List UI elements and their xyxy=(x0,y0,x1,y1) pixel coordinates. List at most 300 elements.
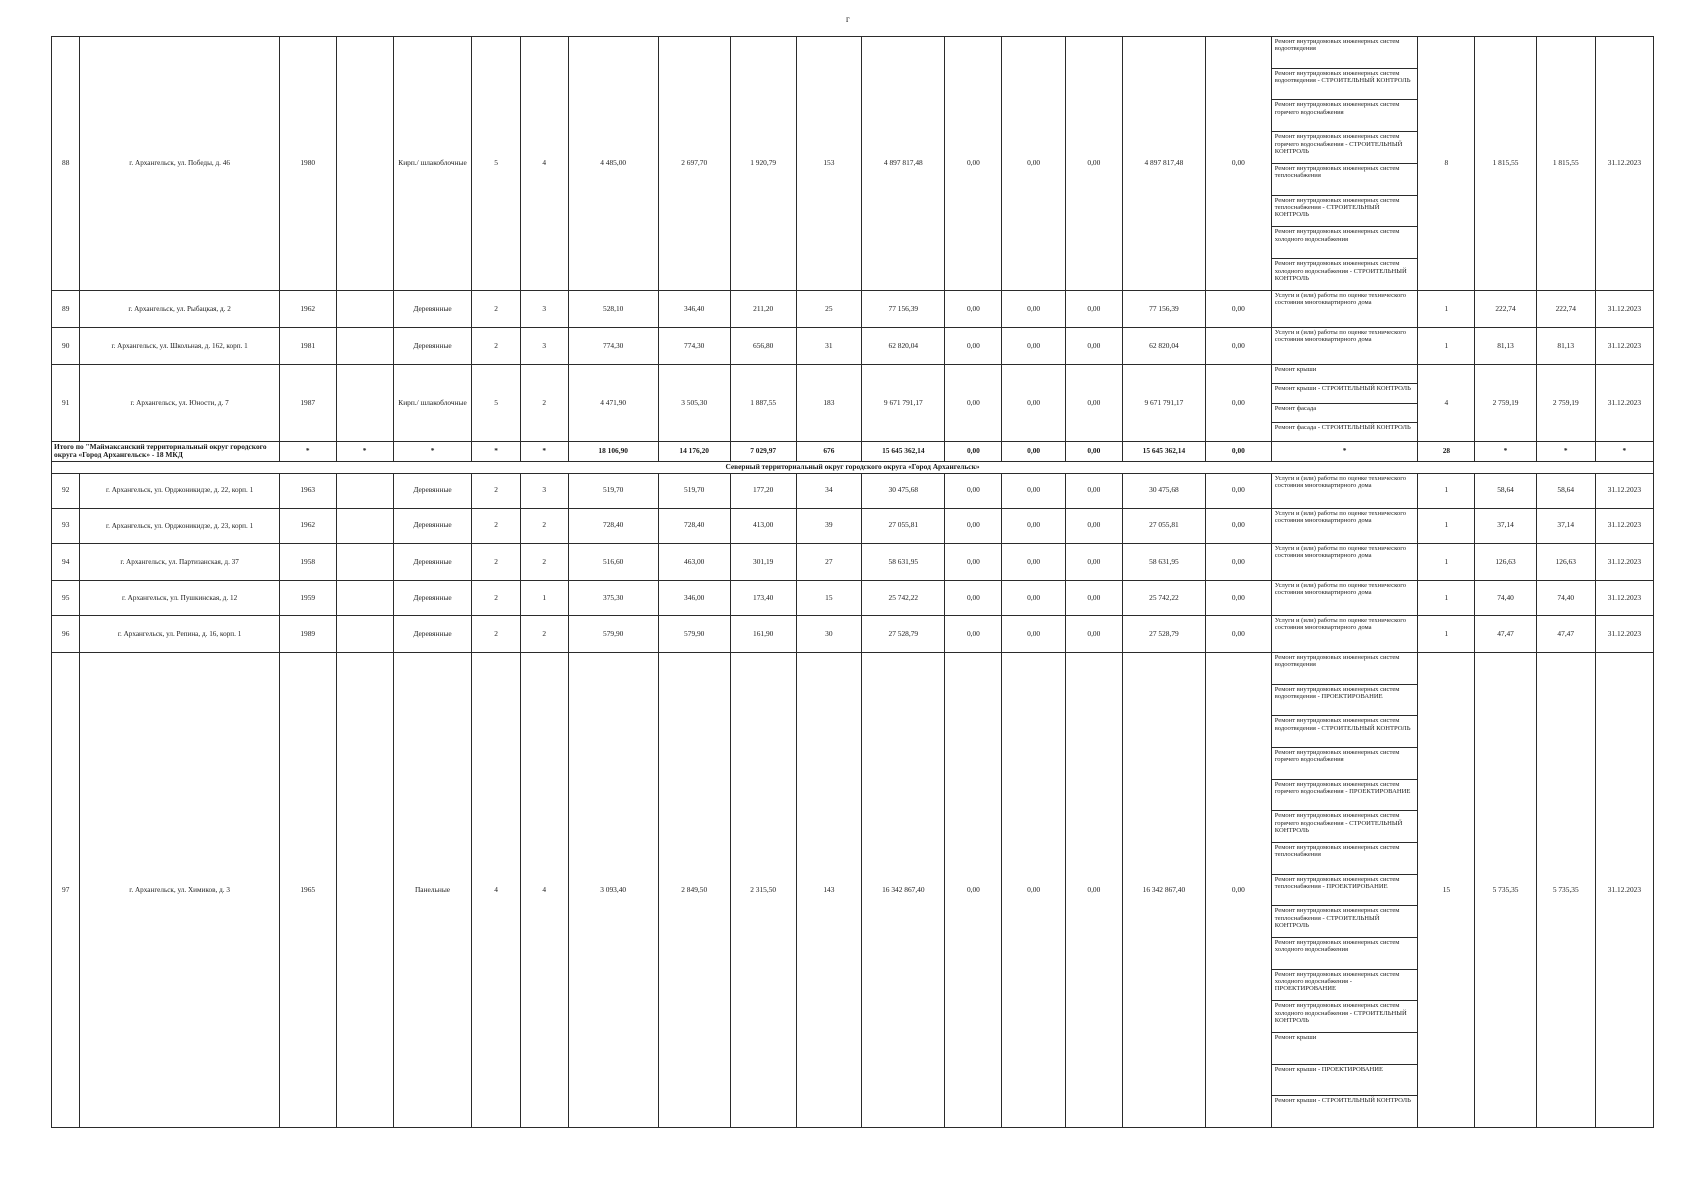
work-item: Услуги и (или) работы по оценке технического состояния многоквартирного дома xyxy=(1274,509,1407,525)
cost-total-cell: 16 342 867,40 xyxy=(862,653,945,1128)
residents-cell: 27 xyxy=(796,543,862,580)
work-item: Ремонт крыши - ПРОЕКТИРОВАНИЕ xyxy=(1272,1065,1418,1097)
area-total-cell: 579,90 xyxy=(568,615,658,652)
work-item: Ремонт внутридомовых инженерных систем холодного водоснабжения xyxy=(1272,938,1418,970)
total-works-count: 28 xyxy=(1418,441,1475,461)
total-mark: * xyxy=(1475,441,1536,461)
cost-total-cell: 30 475,68 xyxy=(862,473,945,508)
area-living-cell: 346,40 xyxy=(658,290,730,327)
build-year-cell: 1959 xyxy=(279,580,336,615)
address-cell: г. Архангельск, ул. Пушкинская, д. 12 xyxy=(80,580,279,615)
max-unit-cost-cell: 74,40 xyxy=(1536,580,1595,615)
works-list xyxy=(1272,37,1418,290)
work-item: Услуги и (или) работы по оценке технического состояния многоквартирного дома xyxy=(1274,329,1407,344)
fund-federal-cell: 0,00 xyxy=(945,290,1002,327)
works-list-cell xyxy=(1271,290,1418,327)
table-body-top xyxy=(52,37,1654,442)
area-residential-cell: 2 315,50 xyxy=(730,653,796,1128)
work-item: Услуги и (или) работы по оценке технического состояния многоквартирного дома xyxy=(1274,474,1407,489)
area-residential-cell: 1 887,55 xyxy=(730,365,796,442)
work-item: Ремонт внутридомовых инженерных систем водоотведения - СТРОИТЕЛЬНЫЙ КОНТРОЛЬ xyxy=(1272,69,1418,101)
total-area-total: 18 106,90 xyxy=(568,441,658,461)
fund-federal-cell: 0,00 xyxy=(945,653,1002,1128)
fund-other-cell: 0,00 xyxy=(1206,37,1272,291)
total-mark: * xyxy=(393,441,472,461)
fund-regional-cell: 0,00 xyxy=(1002,615,1066,652)
total-residents: 676 xyxy=(796,441,862,461)
fund-owners-cell: 62 820,04 xyxy=(1122,328,1205,365)
fund-federal-cell: 0,00 xyxy=(945,615,1002,652)
year-extra-cell xyxy=(336,580,393,615)
works-list-cell xyxy=(1271,508,1418,543)
work-item: Ремонт крыши xyxy=(1272,1033,1418,1065)
work-item: Ремонт внутридомовых инженерных систем горячего водоснабжения - СТРОИТЕЛЬНЫЙ КОНТРОЛЬ xyxy=(1272,811,1418,843)
cost-total-cell: 4 897 817,48 xyxy=(862,37,945,291)
area-total-cell: 516,60 xyxy=(568,543,658,580)
total-row xyxy=(52,441,1654,461)
fund-regional-cell: 0,00 xyxy=(1002,365,1066,442)
address-cell: г. Архангельск, ул. Орджоникидзе, д. 22, корп. 1 xyxy=(80,473,279,508)
wall-material-cell: Деревянные xyxy=(393,328,472,365)
work-item: Ремонт внутридомовых инженерных систем теплоснабжения - СТРОИТЕЛЬНЫЙ КОНТРОЛЬ xyxy=(1272,906,1418,938)
work-item: Ремонт внутридомовых инженерных систем теплоснабжения xyxy=(1272,843,1418,875)
area-total-cell: 774,30 xyxy=(568,328,658,365)
residents-cell: 143 xyxy=(796,653,862,1128)
max-unit-cost-cell: 81,13 xyxy=(1536,328,1595,365)
area-living-cell: 346,00 xyxy=(658,580,730,615)
area-total-cell: 375,30 xyxy=(568,580,658,615)
work-item: Ремонт крыши xyxy=(1272,365,1418,384)
works-list-cell xyxy=(1271,615,1418,652)
residents-cell: 153 xyxy=(796,37,862,291)
works-list-cell xyxy=(1271,580,1418,615)
entrances-cell: 1 xyxy=(520,580,568,615)
works-list-cell xyxy=(1271,543,1418,580)
area-total-cell: 4 485,00 xyxy=(568,37,658,291)
address-cell: г. Архангельск, ул. Юности, д. 7 xyxy=(80,365,279,442)
work-item: Ремонт фасада - СТРОИТЕЛЬНЫЙ КОНТРОЛЬ xyxy=(1274,423,1411,431)
table-row xyxy=(52,508,1654,543)
fund-municipal-cell: 0,00 xyxy=(1065,653,1122,1128)
entrances-cell: 3 xyxy=(520,290,568,327)
area-living-cell: 579,90 xyxy=(658,615,730,652)
fund-municipal-cell: 0,00 xyxy=(1065,328,1122,365)
year-extra-cell xyxy=(336,473,393,508)
floors-cell: 4 xyxy=(472,653,520,1128)
works-count-cell: 1 xyxy=(1418,290,1475,327)
area-total-cell: 4 471,90 xyxy=(568,365,658,442)
work-item: Ремонт внутридомовых инженерных систем водоотведения xyxy=(1272,37,1418,69)
total-fund-other: 0,00 xyxy=(1206,441,1272,461)
total-mark: * xyxy=(1595,441,1653,461)
works-list-cell xyxy=(1271,328,1418,365)
table-row xyxy=(52,580,1654,615)
area-total-cell: 728,40 xyxy=(568,508,658,543)
work-item: Услуги и (или) работы по оценке технического состояния многоквартирного дома xyxy=(1274,581,1407,597)
row-number-cell: 93 xyxy=(52,508,80,543)
works-list xyxy=(1272,616,1418,652)
build-year-cell: 1963 xyxy=(279,473,336,508)
work-item: Ремонт внутридомовых инженерных систем водоотведения - СТРОИТЕЛЬНЫЙ КОНТРОЛЬ xyxy=(1272,716,1418,748)
work-item: Ремонт крыши - СТРОИТЕЛЬНЫЙ КОНТРОЛЬ xyxy=(1274,1097,1411,1105)
fund-other-cell: 0,00 xyxy=(1206,365,1272,442)
works-list xyxy=(1272,653,1418,1127)
work-item: Ремонт фасада xyxy=(1272,404,1418,423)
fund-municipal-cell: 0,00 xyxy=(1065,508,1122,543)
work-item: Ремонт внутридомовых инженерных систем водоотведения - ПРОЕКТИРОВАНИЕ xyxy=(1272,685,1418,717)
section-title: Северный территориальный округ городского округа «Город Архангельск» xyxy=(52,461,1654,473)
area-residential-cell: 1 920,79 xyxy=(730,37,796,291)
max-unit-cost-cell: 2 759,19 xyxy=(1536,365,1595,442)
entrances-cell: 4 xyxy=(520,37,568,291)
address-cell: г. Архангельск, ул. Орджоникидзе, д. 23, корп. 1 xyxy=(80,508,279,543)
fund-owners-cell: 27 528,79 xyxy=(1122,615,1205,652)
section-row xyxy=(52,461,1654,473)
deadline-cell: 31.12.2023 xyxy=(1595,328,1653,365)
area-living-cell: 519,70 xyxy=(658,473,730,508)
fund-municipal-cell: 0,00 xyxy=(1065,615,1122,652)
entrances-cell: 3 xyxy=(520,473,568,508)
total-mark: * xyxy=(1536,441,1595,461)
total-fund-owners: 15 645 362,14 xyxy=(1122,441,1205,461)
floors-cell: 2 xyxy=(472,543,520,580)
wall-material-cell: Деревянные xyxy=(393,290,472,327)
residents-cell: 31 xyxy=(796,328,862,365)
fund-owners-cell: 25 742,22 xyxy=(1122,580,1205,615)
area-residential-cell: 413,00 xyxy=(730,508,796,543)
deadline-cell: 31.12.2023 xyxy=(1595,37,1653,291)
work-item: Услуги и (или) работы по оценке технического состояния многоквартирного дома xyxy=(1274,544,1407,560)
area-total-cell: 3 093,40 xyxy=(568,653,658,1128)
works-count-cell: 1 xyxy=(1418,508,1475,543)
unit-cost-cell: 81,13 xyxy=(1475,328,1536,365)
work-item: Услуги и (или) работы по оценке технического состояния многоквартирного дома xyxy=(1274,291,1407,307)
fund-federal-cell: 0,00 xyxy=(945,508,1002,543)
fund-federal-cell: 0,00 xyxy=(945,37,1002,291)
fund-municipal-cell: 0,00 xyxy=(1065,290,1122,327)
area-living-cell: 2 849,50 xyxy=(658,653,730,1128)
total-mark: * xyxy=(279,441,336,461)
entrances-cell: 2 xyxy=(520,365,568,442)
max-unit-cost-cell: 47,47 xyxy=(1536,615,1595,652)
wall-material-cell: Кирп./ шлакоблочные xyxy=(393,37,472,291)
row-number-cell: 94 xyxy=(52,543,80,580)
fund-regional-cell: 0,00 xyxy=(1002,328,1066,365)
address-cell: г. Архангельск, ул. Победы, д. 46 xyxy=(80,37,279,291)
fund-federal-cell: 0,00 xyxy=(945,473,1002,508)
floors-cell: 2 xyxy=(472,580,520,615)
total-mark: * xyxy=(520,441,568,461)
row-number-cell: 92 xyxy=(52,473,80,508)
fund-regional-cell: 0,00 xyxy=(1002,290,1066,327)
row-number-cell: 96 xyxy=(52,615,80,652)
fund-federal-cell: 0,00 xyxy=(945,543,1002,580)
fund-owners-cell: 30 475,68 xyxy=(1122,473,1205,508)
max-unit-cost-cell: 37,14 xyxy=(1536,508,1595,543)
work-item: Ремонт внутридомовых инженерных систем теплоснабжения - ПРОЕКТИРОВАНИЕ xyxy=(1272,875,1418,907)
works-list xyxy=(1272,328,1418,364)
deadline-cell: 31.12.2023 xyxy=(1595,543,1653,580)
fund-regional-cell: 0,00 xyxy=(1002,543,1066,580)
table-row xyxy=(52,653,1654,1128)
address-cell: г. Архангельск, ул. Репина, д. 16, корп. 1 xyxy=(80,615,279,652)
fund-federal-cell: 0,00 xyxy=(945,328,1002,365)
cost-total-cell: 27 528,79 xyxy=(862,615,945,652)
fund-municipal-cell: 0,00 xyxy=(1065,37,1122,291)
wall-material-cell: Деревянные xyxy=(393,543,472,580)
fund-other-cell: 0,00 xyxy=(1206,543,1272,580)
work-item: Ремонт внутридомовых инженерных систем горячего водоснабжения - ПРОЕКТИРОВАНИЕ xyxy=(1272,780,1418,812)
works-list xyxy=(1272,365,1418,441)
deadline-cell: 31.12.2023 xyxy=(1595,615,1653,652)
fund-other-cell: 0,00 xyxy=(1206,615,1272,652)
year-extra-cell xyxy=(336,365,393,442)
cost-total-cell: 27 055,81 xyxy=(862,508,945,543)
wall-material-cell: Деревянные xyxy=(393,615,472,652)
address-cell: г. Архангельск, ул. Партизанская, д. 37 xyxy=(80,543,279,580)
total-fund-mun: 0,00 xyxy=(1065,441,1122,461)
fund-owners-cell: 27 055,81 xyxy=(1122,508,1205,543)
address-cell: г. Архангельск, ул. Рыбацкая, д. 2 xyxy=(80,290,279,327)
works-count-cell: 1 xyxy=(1418,580,1475,615)
row-number-cell: 88 xyxy=(52,37,80,291)
total-label: Итого по "Маймаксанский территориальный округ городского округа «Город Архангельск» - 18 МКД xyxy=(52,441,280,461)
fund-other-cell: 0,00 xyxy=(1206,653,1272,1128)
table-row xyxy=(52,543,1654,580)
row-number-cell: 97 xyxy=(52,653,80,1128)
table-body-total xyxy=(52,441,1654,473)
build-year-cell: 1980 xyxy=(279,37,336,291)
cost-total-cell: 62 820,04 xyxy=(862,328,945,365)
total-mark: * xyxy=(336,441,393,461)
works-list xyxy=(1272,291,1418,327)
fund-other-cell: 0,00 xyxy=(1206,290,1272,327)
unit-cost-cell: 74,40 xyxy=(1475,580,1536,615)
build-year-cell: 1962 xyxy=(279,508,336,543)
unit-cost-cell: 5 735,35 xyxy=(1475,653,1536,1128)
year-extra-cell xyxy=(336,37,393,291)
fund-owners-cell: 16 342 867,40 xyxy=(1122,653,1205,1128)
area-living-cell: 3 505,30 xyxy=(658,365,730,442)
year-extra-cell xyxy=(336,508,393,543)
cost-total-cell: 9 671 791,17 xyxy=(862,365,945,442)
works-list xyxy=(1272,581,1418,615)
floors-cell: 2 xyxy=(472,615,520,652)
fund-owners-cell: 58 631,95 xyxy=(1122,543,1205,580)
table-row xyxy=(52,328,1654,365)
works-list xyxy=(1272,509,1418,543)
work-item: Ремонт внутридомовых инженерных систем горячего водоснабжения - СТРОИТЕЛЬНЫЙ КОНТРОЛЬ xyxy=(1272,132,1418,164)
works-count-cell: 4 xyxy=(1418,365,1475,442)
row-number-cell: 91 xyxy=(52,365,80,442)
build-year-cell: 1981 xyxy=(279,328,336,365)
fund-other-cell: 0,00 xyxy=(1206,580,1272,615)
max-unit-cost-cell: 58,64 xyxy=(1536,473,1595,508)
fund-regional-cell: 0,00 xyxy=(1002,37,1066,291)
area-residential-cell: 211,20 xyxy=(730,290,796,327)
unit-cost-cell: 58,64 xyxy=(1475,473,1536,508)
deadline-cell: 31.12.2023 xyxy=(1595,290,1653,327)
work-item: Ремонт внутридомовых инженерных систем холодного водоснабжения - СТРОИТЕЛЬНЫЙ КОНТРОЛЬ xyxy=(1274,260,1407,282)
max-unit-cost-cell: 1 815,55 xyxy=(1536,37,1595,291)
area-living-cell: 728,40 xyxy=(658,508,730,543)
work-item: Ремонт внутридомовых инженерных систем холодного водоснабжения - ПРОЕКТИРОВАНИЕ xyxy=(1272,970,1418,1002)
page-mark: г xyxy=(846,14,850,24)
unit-cost-cell: 37,14 xyxy=(1475,508,1536,543)
build-year-cell: 1958 xyxy=(279,543,336,580)
area-residential-cell: 177,20 xyxy=(730,473,796,508)
build-year-cell: 1989 xyxy=(279,615,336,652)
area-total-cell: 528,10 xyxy=(568,290,658,327)
unit-cost-cell: 2 759,19 xyxy=(1475,365,1536,442)
max-unit-cost-cell: 222,74 xyxy=(1536,290,1595,327)
total-area-living: 14 176,20 xyxy=(658,441,730,461)
unit-cost-cell: 1 815,55 xyxy=(1475,37,1536,291)
fund-federal-cell: 0,00 xyxy=(945,580,1002,615)
works-list xyxy=(1272,544,1418,580)
repair-program-table xyxy=(51,36,1654,1128)
area-residential-cell: 301,19 xyxy=(730,543,796,580)
deadline-cell: 31.12.2023 xyxy=(1595,473,1653,508)
wall-material-cell: Панельные xyxy=(393,653,472,1128)
wall-material-cell: Кирп./ шлакоблочные xyxy=(393,365,472,442)
fund-other-cell: 0,00 xyxy=(1206,508,1272,543)
fund-municipal-cell: 0,00 xyxy=(1065,365,1122,442)
residents-cell: 183 xyxy=(796,365,862,442)
total-mark: * xyxy=(472,441,520,461)
unit-cost-cell: 47,47 xyxy=(1475,615,1536,652)
work-item: Ремонт внутридомовых инженерных систем теплоснабжения - СТРОИТЕЛЬНЫЙ КОНТРОЛЬ xyxy=(1272,196,1418,228)
work-item: Услуги и (или) работы по оценке технического состояния многоквартирного дома xyxy=(1274,616,1407,632)
table-row xyxy=(52,37,1654,291)
deadline-cell: 31.12.2023 xyxy=(1595,365,1653,442)
fund-other-cell: 0,00 xyxy=(1206,328,1272,365)
entrances-cell: 2 xyxy=(520,615,568,652)
max-unit-cost-cell: 5 735,35 xyxy=(1536,653,1595,1128)
floors-cell: 2 xyxy=(472,508,520,543)
floors-cell: 5 xyxy=(472,365,520,442)
entrances-cell: 2 xyxy=(520,508,568,543)
build-year-cell: 1987 xyxy=(279,365,336,442)
wall-material-cell: Деревянные xyxy=(393,473,472,508)
year-extra-cell xyxy=(336,290,393,327)
table-body-bottom xyxy=(52,473,1654,1127)
residents-cell: 25 xyxy=(796,290,862,327)
residents-cell: 34 xyxy=(796,473,862,508)
fund-federal-cell: 0,00 xyxy=(945,365,1002,442)
deadline-cell: 31.12.2023 xyxy=(1595,580,1653,615)
area-living-cell: 774,30 xyxy=(658,328,730,365)
area-residential-cell: 161,90 xyxy=(730,615,796,652)
total-cost: 15 645 362,14 xyxy=(862,441,945,461)
cost-total-cell: 25 742,22 xyxy=(862,580,945,615)
fund-regional-cell: 0,00 xyxy=(1002,508,1066,543)
works-list-cell xyxy=(1271,365,1418,442)
work-item: Ремонт внутридомовых инженерных систем теплоснабжения xyxy=(1272,164,1418,196)
unit-cost-cell: 222,74 xyxy=(1475,290,1536,327)
works-list-cell xyxy=(1271,653,1418,1128)
year-extra-cell xyxy=(336,653,393,1128)
fund-regional-cell: 0,00 xyxy=(1002,580,1066,615)
fund-owners-cell: 9 671 791,17 xyxy=(1122,365,1205,442)
table-row xyxy=(52,473,1654,508)
address-cell: г. Архангельск, ул. Школьная, д. 162, корп. 1 xyxy=(80,328,279,365)
works-count-cell: 1 xyxy=(1418,543,1475,580)
entrances-cell: 3 xyxy=(520,328,568,365)
max-unit-cost-cell: 126,63 xyxy=(1536,543,1595,580)
work-item: Ремонт внутридомовых инженерных систем горячего водоснабжения xyxy=(1272,748,1418,780)
build-year-cell: 1962 xyxy=(279,290,336,327)
area-total-cell: 519,70 xyxy=(568,473,658,508)
area-residential-cell: 656,80 xyxy=(730,328,796,365)
fund-municipal-cell: 0,00 xyxy=(1065,580,1122,615)
cost-total-cell: 77 156,39 xyxy=(862,290,945,327)
floors-cell: 2 xyxy=(472,328,520,365)
floors-cell: 2 xyxy=(472,473,520,508)
unit-cost-cell: 126,63 xyxy=(1475,543,1536,580)
year-extra-cell xyxy=(336,328,393,365)
area-residential-cell: 173,40 xyxy=(730,580,796,615)
works-count-cell: 1 xyxy=(1418,615,1475,652)
fund-municipal-cell: 0,00 xyxy=(1065,473,1122,508)
floors-cell: 5 xyxy=(472,37,520,291)
fund-owners-cell: 4 897 817,48 xyxy=(1122,37,1205,291)
year-extra-cell xyxy=(336,615,393,652)
residents-cell: 30 xyxy=(796,615,862,652)
work-item: Ремонт внутридомовых инженерных систем водоотведения xyxy=(1272,653,1418,685)
entrances-cell: 2 xyxy=(520,543,568,580)
wall-material-cell: Деревянные xyxy=(393,580,472,615)
deadline-cell: 31.12.2023 xyxy=(1595,508,1653,543)
total-area-res: 7 029,97 xyxy=(730,441,796,461)
address-cell: г. Архангельск, ул. Химиков, д. 3 xyxy=(80,653,279,1128)
total-fund-fed: 0,00 xyxy=(945,441,1002,461)
wall-material-cell: Деревянные xyxy=(393,508,472,543)
work-item: Ремонт внутридомовых инженерных систем горячего водоснабжения xyxy=(1272,100,1418,132)
works-count-cell: 1 xyxy=(1418,328,1475,365)
fund-regional-cell: 0,00 xyxy=(1002,473,1066,508)
row-number-cell: 95 xyxy=(52,580,80,615)
works-list xyxy=(1272,474,1418,508)
area-living-cell: 2 697,70 xyxy=(658,37,730,291)
year-extra-cell xyxy=(336,543,393,580)
residents-cell: 15 xyxy=(796,580,862,615)
works-count-cell: 15 xyxy=(1418,653,1475,1128)
work-item: Ремонт внутридомовых инженерных систем холодного водоснабжения - СТРОИТЕЛЬНЫЙ КОНТРОЛЬ xyxy=(1272,1001,1418,1033)
table-row xyxy=(52,615,1654,652)
entrances-cell: 4 xyxy=(520,653,568,1128)
deadline-cell: 31.12.2023 xyxy=(1595,653,1653,1128)
area-living-cell: 463,00 xyxy=(658,543,730,580)
works-count-cell: 1 xyxy=(1418,473,1475,508)
table-row xyxy=(52,290,1654,327)
table-row xyxy=(52,365,1654,442)
works-count-cell: 8 xyxy=(1418,37,1475,291)
row-number-cell: 90 xyxy=(52,328,80,365)
works-list-cell xyxy=(1271,473,1418,508)
build-year-cell: 1965 xyxy=(279,653,336,1128)
residents-cell: 39 xyxy=(796,508,862,543)
fund-regional-cell: 0,00 xyxy=(1002,653,1066,1128)
fund-municipal-cell: 0,00 xyxy=(1065,543,1122,580)
works-list-cell xyxy=(1271,37,1418,291)
row-number-cell: 89 xyxy=(52,290,80,327)
fund-owners-cell: 77 156,39 xyxy=(1122,290,1205,327)
cost-total-cell: 58 631,95 xyxy=(862,543,945,580)
fund-other-cell: 0,00 xyxy=(1206,473,1272,508)
work-item: Ремонт крыши - СТРОИТЕЛЬНЫЙ КОНТРОЛЬ xyxy=(1272,384,1418,403)
floors-cell: 2 xyxy=(472,290,520,327)
